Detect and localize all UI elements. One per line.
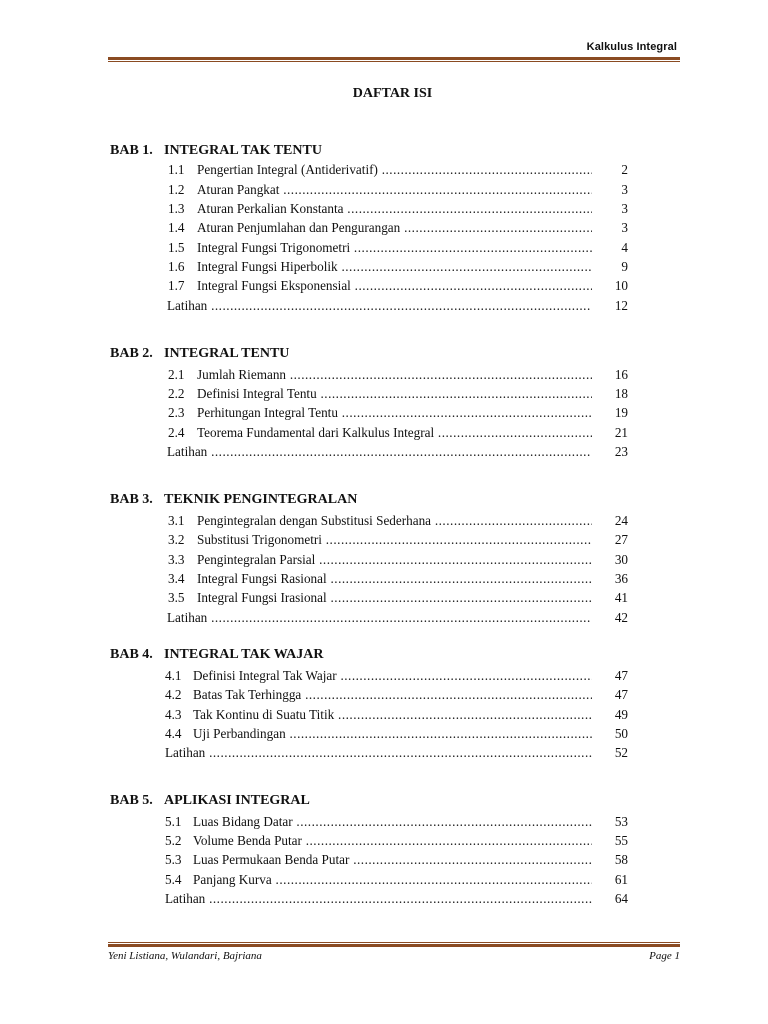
entry-page: 64 [614, 891, 628, 906]
chapter-heading-3[interactable] [110, 492, 357, 508]
entry-number: 2.2 [168, 386, 185, 401]
entry-title: Integral Fungsi Trigonometri [197, 240, 351, 255]
chapter-title: APLIKASI INTEGRAL [164, 793, 310, 808]
entry-number: 1.7 [168, 278, 185, 293]
entry-title: Pengintegralan Parsial [197, 552, 316, 567]
entry-page: 47 [614, 668, 628, 683]
entry-number: 5.1 [165, 814, 182, 829]
header-title: Kalkulus Integral [586, 41, 677, 53]
entry-number: 3.2 [168, 532, 185, 547]
entry-page: 3 [621, 201, 628, 216]
entry-title: Luas Permukaan Benda Putar [193, 852, 350, 867]
entry-number: 4.1 [165, 668, 182, 683]
entry-number: 3.5 [168, 590, 185, 605]
entry-title: Pengintegralan dengan Substitusi Sederhana [197, 513, 432, 528]
entry-page: 9 [621, 259, 628, 274]
entry-page: 47 [614, 687, 628, 702]
entry-page: 30 [614, 552, 628, 567]
entry-title: Panjang Kurva [193, 872, 272, 887]
entry-page: 27 [614, 532, 628, 547]
entry-page: 3 [621, 182, 628, 197]
entry-number: 4.2 [165, 687, 182, 702]
footer-authors: Yeni Listiana, Wulandari, Bajriana [108, 950, 262, 962]
entry-number: 1.1 [168, 162, 185, 177]
entry-title: Latihan [167, 610, 208, 625]
entry-number: 5.2 [165, 833, 182, 848]
chapter-heading-4[interactable] [110, 647, 323, 663]
entry-number: 1.3 [168, 201, 185, 216]
entry-number: 4.3 [165, 707, 182, 722]
page-title: DAFTAR ISI [352, 86, 433, 101]
entry-title: Aturan Pangkat [197, 182, 280, 197]
entry-page: 3 [621, 220, 628, 235]
entry-page: 36 [614, 571, 628, 586]
entry-number: 5.3 [165, 852, 182, 867]
entry-title: Integral Fungsi Eksponensial [197, 278, 351, 293]
chapter-heading-1[interactable] [110, 143, 322, 159]
entry-title: Perhitungan Integral Tentu [197, 405, 338, 420]
entry-number: 3.4 [168, 571, 185, 586]
chapter-title: INTEGRAL TAK TENTU [164, 143, 322, 158]
entry-title: Integral Fungsi Irasional [197, 590, 327, 605]
entry-page: 4 [621, 240, 628, 255]
entry-page: 23 [614, 444, 628, 459]
entry-page: 42 [614, 610, 628, 625]
entry-title: Substitusi Trigonometri [197, 532, 322, 547]
entry-title: Aturan Perkalian Konstanta [197, 201, 344, 216]
entry-number: 2.1 [168, 367, 185, 382]
entry-title: Latihan [167, 444, 208, 459]
entry-title: Latihan [165, 891, 206, 906]
entry-page: 58 [614, 852, 628, 867]
entry-title: Batas Tak Terhingga [193, 687, 302, 702]
entry-title: Jumlah Riemann [197, 367, 287, 382]
entry-title: Teorema Fundamental dari Kalkulus Integral [197, 425, 435, 440]
entry-title: Tak Kontinu di Suatu Titik [193, 707, 335, 722]
chapter-number: BAB 1. [110, 143, 153, 158]
entry-page: 61 [614, 872, 628, 887]
entry-number: 2.3 [168, 405, 185, 420]
entry-number: 3.3 [168, 552, 185, 567]
chapter-title: TEKNIK PENGINTEGRALAN [164, 492, 358, 507]
chapter-title: INTEGRAL TAK WAJAR [164, 647, 324, 662]
entry-title: Latihan [165, 745, 206, 760]
entry-page: 16 [614, 367, 628, 382]
entry-page: 52 [614, 745, 628, 760]
chapter-heading-5[interactable] [110, 793, 310, 809]
entry-number: 2.4 [168, 425, 185, 440]
entry-title: Luas Bidang Datar [193, 814, 293, 829]
entry-number: 1.2 [168, 182, 185, 197]
entry-page: 18 [614, 386, 628, 401]
entry-title: Pengertian Integral (Antiderivatif) [197, 162, 378, 177]
entry-title: Latihan [167, 298, 208, 313]
chapter-number: BAB 3. [110, 492, 153, 507]
entry-page: 10 [614, 278, 628, 293]
entry-page: 50 [614, 726, 628, 741]
chapter-heading-2[interactable] [110, 346, 289, 362]
chapter-number: BAB 2. [110, 346, 153, 361]
entry-number: 4.4 [165, 726, 182, 741]
entry-title: Uji Perbandingan [193, 726, 286, 741]
entry-page: 24 [614, 513, 628, 528]
entry-number: 3.1 [168, 513, 185, 528]
entry-page: 53 [614, 814, 628, 829]
chapter-number: BAB 4. [110, 647, 153, 662]
entry-title: Aturan Penjumlahan dan Pengurangan [197, 220, 401, 235]
entry-page: 41 [614, 590, 628, 605]
chapter-number: BAB 5. [110, 793, 153, 808]
entry-page: 21 [614, 425, 628, 440]
entry-number: 1.5 [168, 240, 185, 255]
entry-number: 5.4 [165, 872, 182, 887]
entry-page: 12 [614, 298, 628, 313]
page-number: Page 1 [649, 950, 680, 962]
entry-title: Definisi Integral Tentu [197, 386, 317, 401]
entry-page: 55 [614, 833, 628, 848]
header-rule [108, 57, 680, 62]
entry-number: 1.6 [168, 259, 185, 274]
entry-page: 49 [614, 707, 628, 722]
chapter-title: INTEGRAL TENTU [164, 346, 290, 361]
entry-number: 1.4 [168, 220, 185, 235]
entry-title: Integral Fungsi Hiperbolik [197, 259, 338, 274]
footer-rule [108, 942, 680, 947]
entry-title: Volume Benda Putar [193, 833, 302, 848]
entry-title: Integral Fungsi Rasional [197, 571, 327, 586]
entry-page: 19 [614, 405, 628, 420]
entry-title: Definisi Integral Tak Wajar [193, 668, 337, 683]
entry-page: 2 [621, 162, 628, 177]
